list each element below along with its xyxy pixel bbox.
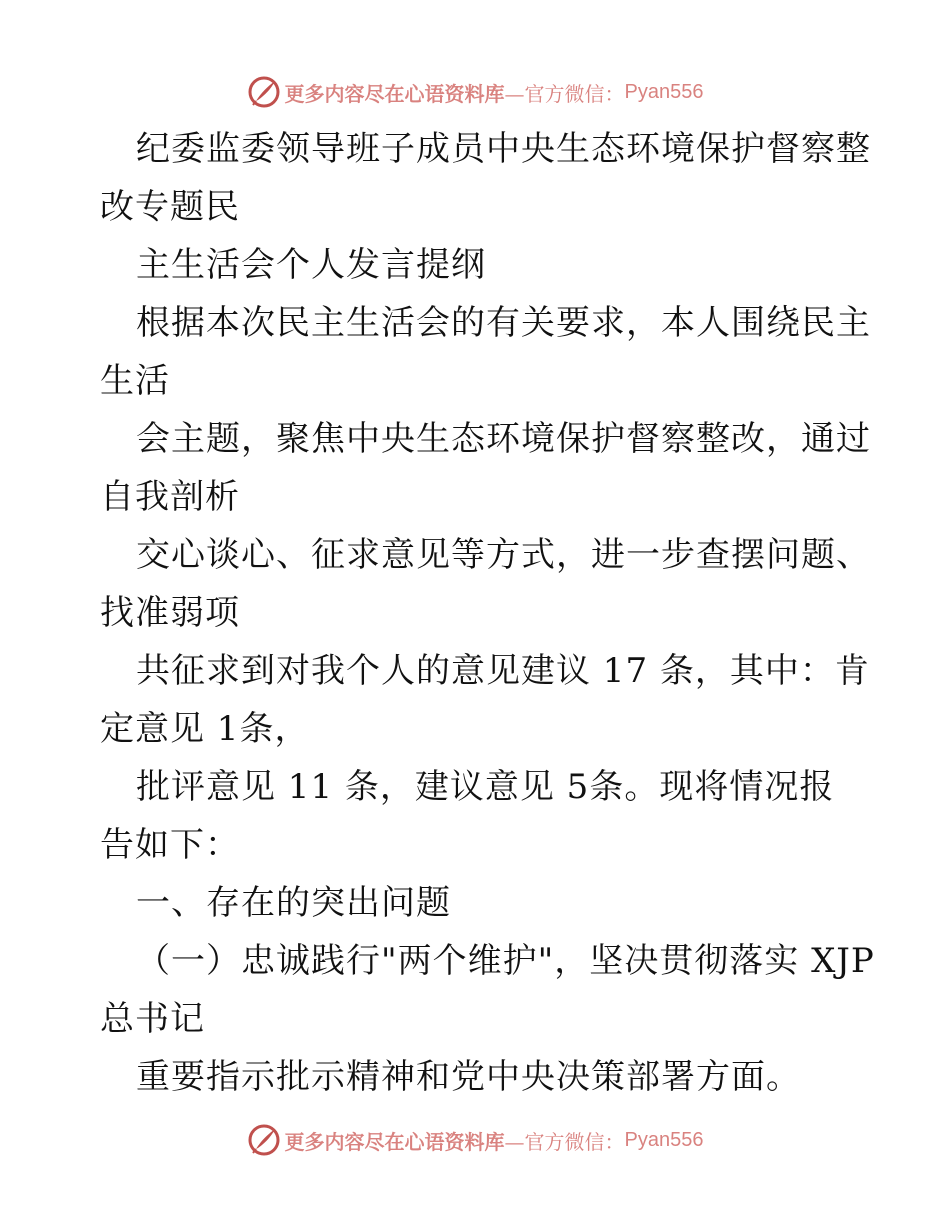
paragraph-line: 自我剖析 [100, 477, 240, 517]
paragraph-line: 重要指示批示精神和党中央决策部署方面。 [136, 1057, 801, 1097]
document-body [100, 120, 875, 1106]
banner-separator: —官方微信： [504, 81, 625, 106]
paragraph-line: 找准弱项 [100, 593, 240, 633]
paragraph-line: 交心谈心、征求意见等方式，进一步查摆问题、 [136, 535, 871, 575]
paragraph-line: 生活 [100, 361, 170, 401]
banner-main-text: 更多内容尽在心语资料库 [284, 1129, 505, 1154]
paragraph-line: 会主题，聚焦中央生态环境保护督察整改，通过 [136, 419, 871, 459]
banner-separator: —官方微信： [504, 1129, 625, 1154]
title-line-3: 主生活会个人发言提纲 [136, 245, 486, 285]
banner-wechat-id: Pyan556 [624, 80, 704, 103]
footer-banner [0, 1120, 950, 1160]
quill-in-circle-icon [247, 1123, 281, 1157]
subsection-heading: （一）忠诚践行"两个维护"，坚决贯彻落实 XJP [136, 941, 875, 981]
paragraph-line: 根据本次民主生活会的有关要求，本人围绕民主 [136, 303, 871, 343]
paragraph-line: 告如下： [100, 825, 240, 865]
title-line-2: 改专题民 [100, 187, 240, 227]
paragraph-line: 定意见 1条， [100, 709, 310, 749]
banner-main-text: 更多内容尽在心语资料库 [284, 81, 505, 106]
banner-wechat-id: Pyan556 [624, 1128, 704, 1151]
quill-in-circle-icon [247, 75, 281, 109]
paragraph-line: 批评意见 11 条，建议意见 5条。现将情况报 [136, 767, 835, 807]
header-banner [0, 72, 950, 112]
subsection-heading-cont: 总书记 [100, 999, 205, 1039]
title-line-1: 纪委监委领导班子成员中央生态环境保护督察整 [136, 129, 871, 169]
paragraph-line: 共征求到对我个人的意见建议 17 条，其中：肯 [136, 651, 870, 691]
section-heading: 一、存在的突出问题 [136, 883, 451, 923]
